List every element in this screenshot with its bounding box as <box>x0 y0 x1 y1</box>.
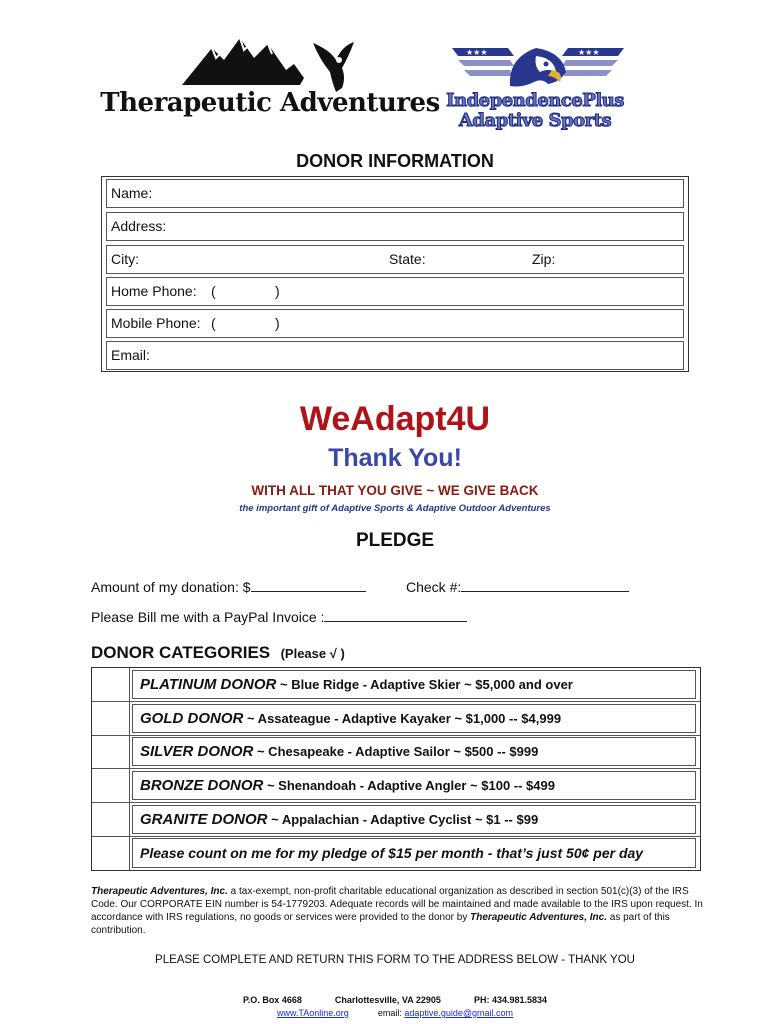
silver-checkbox[interactable] <box>92 735 130 768</box>
city-label: City: <box>111 251 139 267</box>
email-label-footer: email: <box>377 1008 402 1018</box>
category-row-monthly[interactable] <box>92 836 700 870</box>
category-row-platinum[interactable] <box>92 668 700 702</box>
independenceplus-name: IndependencePlus <box>446 90 624 111</box>
name-label: Name: <box>111 185 153 201</box>
address-label: Address: <box>111 218 167 234</box>
star-icon: ★★★ <box>466 48 488 57</box>
email-label: Email: <box>111 347 150 363</box>
mobile-phone-label: Mobile Phone: <box>111 315 201 331</box>
phone-number: PH: 434.981.5834 <box>473 995 548 1005</box>
org-name: Therapeutic Adventures, Inc. <box>470 912 607 923</box>
donor-categories-header <box>91 643 345 663</box>
return-instructions: PLEASE COMPLETE AND RETURN THIS FORM TO THE ADDRESS BELOW - THANK YOU <box>155 954 635 966</box>
paypal-invoice-field[interactable] <box>91 607 467 625</box>
category-row-granite[interactable] <box>92 803 700 837</box>
email-field[interactable] <box>106 341 684 370</box>
silver-text <box>132 737 696 766</box>
tax-exempt-text-end: as part of this contribution. <box>91 912 670 936</box>
platinum-checkbox[interactable] <box>92 668 130 701</box>
category-level: BRONZE DONOR <box>140 777 264 794</box>
pledge-title: PLEDGE <box>355 530 435 551</box>
donor-categories-table <box>91 667 701 871</box>
org-name: Therapeutic Adventures, Inc. <box>91 886 228 897</box>
category-detail: ~ Appalachian - Adaptive Cyclist ~ $1 -- $99 <box>267 812 539 827</box>
city-state: Charlottesville, VA 22905 <box>334 995 441 1005</box>
gold-checkbox[interactable] <box>92 702 130 735</box>
category-level: GOLD DONOR <box>140 710 244 727</box>
gold-text <box>132 704 696 733</box>
thank-you-heading: Thank You! <box>328 444 462 472</box>
category-level: GRANITE DONOR <box>140 811 268 828</box>
therapeutic-adventures-name: Therapeutic Adventures <box>100 88 440 118</box>
therapeutic-adventures-logo <box>100 30 440 125</box>
monthly-pledge-text: Please count on me for my pledge of $15 per month - that’s just 50¢ per day <box>132 838 696 868</box>
independenceplus-logo <box>440 42 630 137</box>
give-back-slogan: WITH ALL THAT YOU GIVE ~ WE GIVE BACK <box>251 483 539 498</box>
paypal-invoice-blank[interactable] <box>324 607 467 622</box>
check-number-field[interactable] <box>406 577 629 595</box>
category-detail: ~ Assateague - Adaptive Kayaker ~ $1,000 -- $4,999 <box>243 711 562 726</box>
platinum-text <box>132 670 696 699</box>
category-detail: ~ Chesapeake - Adaptive Sailor ~ $500 -- $999 <box>253 744 539 759</box>
adaptive-sports-name: Adaptive Sports <box>458 110 612 131</box>
category-row-silver[interactable] <box>92 735 700 769</box>
zip-label: Zip: <box>532 251 556 267</box>
category-level: PLATINUM DONOR <box>140 676 277 693</box>
mobile-phone-field[interactable] <box>106 309 684 338</box>
mobile-phone-paren-open: ( <box>211 315 216 331</box>
website-link[interactable]: www.TAonline.org <box>276 1008 349 1018</box>
star-icon: ★★★ <box>578 48 600 57</box>
bronze-checkbox[interactable] <box>92 769 130 802</box>
donor-categories-title: DONOR CATEGORIES <box>91 643 271 662</box>
home-phone-field[interactable] <box>106 277 684 306</box>
home-phone-paren-close: ) <box>275 283 280 299</box>
city-state-zip-field[interactable] <box>106 245 684 274</box>
granite-text <box>132 805 696 834</box>
check-number-blank[interactable] <box>461 577 629 592</box>
name-field[interactable] <box>106 179 684 208</box>
weadapt4u-heading: WeAdapt4U <box>299 400 491 438</box>
category-detail: ~ Shenandoah - Adaptive Angler ~ $100 -- $499 <box>263 778 555 793</box>
contact-links <box>0 1008 770 1018</box>
donation-amount-field[interactable] <box>91 577 366 595</box>
check-number-label: Check #: <box>406 579 462 595</box>
category-row-bronze[interactable] <box>92 769 700 803</box>
email-link[interactable]: adaptive.guide@gmail.com <box>404 1008 514 1018</box>
donor-info-form <box>101 176 689 372</box>
donation-amount-label: Amount of my donation: $ <box>91 579 251 595</box>
paypal-invoice-label: Please Bill me with a PayPal Invoice : <box>91 609 325 625</box>
donor-info-title: DONOR INFORMATION <box>296 151 494 171</box>
bronze-text <box>132 771 696 800</box>
category-level: SILVER DONOR <box>140 743 254 760</box>
home-phone-label: Home Phone: <box>111 283 197 299</box>
gift-tagline: the important gift of Adaptive Sports & Adaptive Outdoor Adventures <box>239 503 551 514</box>
tax-exempt-statement <box>91 885 703 937</box>
monthly-checkbox[interactable] <box>92 836 130 870</box>
mobile-phone-paren-close: ) <box>275 315 280 331</box>
donor-categories-note: (Please √ ) <box>280 646 345 661</box>
category-detail: ~ Blue Ridge - Adaptive Skier ~ $5,000 and over <box>276 677 573 692</box>
category-row-gold[interactable] <box>92 702 700 736</box>
state-label: State: <box>389 251 426 267</box>
address-field[interactable] <box>106 212 684 241</box>
po-box: P.O. Box 4668 <box>242 995 302 1005</box>
donation-amount-blank[interactable] <box>251 577 366 592</box>
eagle-head-icon <box>448 42 628 90</box>
home-phone-paren-open: ( <box>211 283 216 299</box>
granite-checkbox[interactable] <box>92 803 130 836</box>
tax-exempt-text: a tax-exempt, non-profit charitable educational organization as described in section 501(c)(3) of the IRS Code. Our CORPORATE EIN number is 54-1779203. Adequate records will be maintained and made available to the IRS upon request. In accordance with IRS regulations, no goods or services were provided to the donor by <box>91 886 703 923</box>
mailing-address <box>0 995 770 1005</box>
